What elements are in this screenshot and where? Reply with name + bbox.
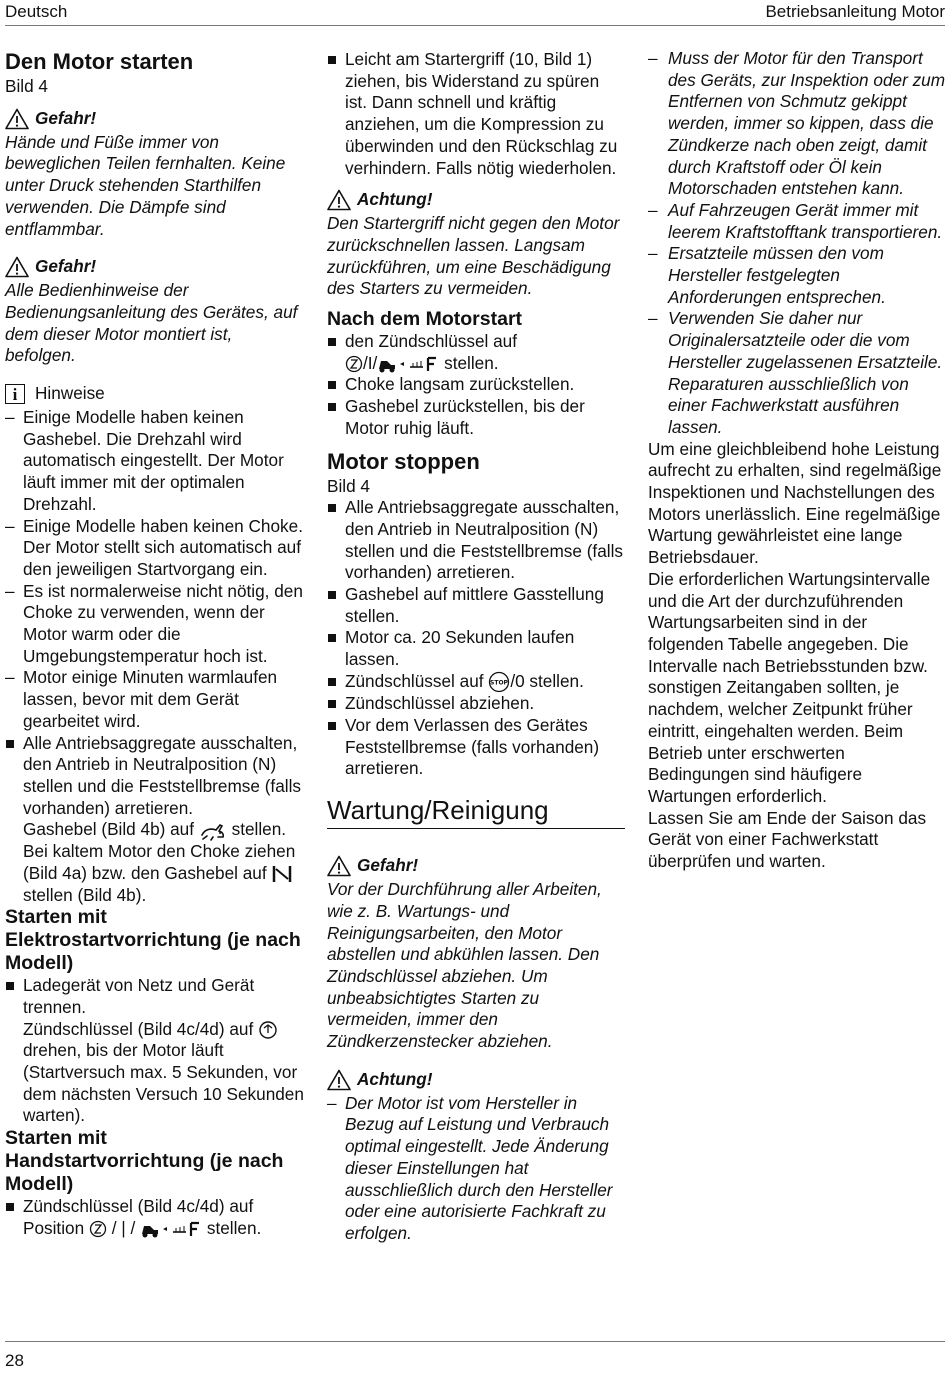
choke-instruction: Bei kaltem Motor den Choke ziehen (Bild 4a) bzw. den Gashebel auf stellen (Bild 4b). [23,841,296,905]
list-item: Motor ca. 20 Sekunden laufen lassen. [327,627,625,670]
caution-heading [327,187,625,213]
throttle-instruction: Gashebel (Bild 4b) auf stellen. [23,819,287,840]
manual-start-list [5,1196,305,1239]
danger-text: Hände und Füße immer von beweglichen Teilen fernhalten. Keine unter Druck stehenden Starthilfen verwenden. Die Dämpfe sind entflammbar. [5,131,286,239]
list-item: Zündschlüssel abziehen. [327,693,625,715]
list-item: Vor dem Verlassen des Gerätes Feststellbremse (falls vorhanden) arretieren. [327,715,625,780]
danger-label: Gefahr! [357,855,419,876]
list-item: – Einige Modelle haben keinen Gashebel. Die Drehzahl wird automatisch eingestellt. Der Motor läuft immer mit der optimalen Drehzahl. [5,407,305,516]
list-item: Alle Antriebsaggregate ausschalten, den Antrieb in Neutralposition (N) stellen und die Feststellbremse (falls vorhanden) arretieren. [5,733,305,820]
list-item: – Auf Fahrzeugen Gerät immer mit leerem Kraftstofftank transportieren. [648,200,946,243]
notes-list [5,407,305,733]
key-off-icon [89,1219,107,1239]
paragraph: Lassen Sie am Ende der Saison das Gerät von einer Fachwerkstatt überprüfen und warten. [648,807,927,872]
page-header [5,0,945,24]
list-item: Gashebel zurückstellen, bis der Motor ruhig läuft. [327,396,625,439]
header-language: Deutsch [5,2,68,21]
section-title-start-motor: Den Motor starten [5,49,194,74]
start-steps-list [5,733,305,820]
list-item: den Zündschlüssel auf /I/ stellen. [327,331,625,374]
paragraph: Die erforderlichen Wartungsintervalle und die Art der durchzuführenden Wartungsarbeiten sind in der folgenden Tabelle angegeben. Die Intervalle nach Betriebsstunden bzw. sonstigen Zeitangaben sollten, je nachdem, welcher Zeitpunkt früher eintritt, eingehalten werden. Beim Betrieb unter erschwerten Bedingungen sind häufigere Wartungen erforderlich. [648,568,931,806]
list-item: – Der Motor ist vom Hersteller in Bezug auf Leistung und Verbrauch optimal eingestellt. Jede Änderung dieser Einstellungen hat ausschließlich durch den Hersteller oder eine autorisierte Fachkraft zu erfolgen. [327,1093,625,1245]
warning-triangle-icon [327,855,351,877]
list-item: Zündschlüssel auf STOP /0 stellen. [327,671,625,693]
list-item: – Muss der Motor für den Transport des Geräts, zur Inspektion oder zum Entfernen von Schmutz gekippt werden, immer so kippen, dass die Zündkerze nach oben zeigt, damit durch Kraftstoff oder Öl kein Motorschaden entstehen kann. [648,48,946,200]
list-item: Leicht am Startergriff (10, Bild 1) ziehen, bis Widerstand zu spüren ist. Dann schnell und kräftig anziehen, um die Kompression zu überwinden und den Rückschlag zu verhindern. Falls nötig wiederholen. [327,49,625,179]
paragraph: Um eine gleichbleibend hohe Leistung aufrecht zu erhalten, sind regelmäßige Inspektionen und Nachstellungen des Motors unerlässlich. Eine regelmäßige Wartung gewährleistet eine lange Betriebsdauer. [648,438,942,568]
hare-fast-icon [199,821,227,841]
column-3 [648,48,946,873]
list-item: – Verwenden Sie daher nur Originalersatzteile oder die vom Hersteller zugelassenen Ersatzteile. Reparaturen ausschließlich von einer Fachwerkstatt ausführen lassen. [648,308,946,438]
figure-reference: Bild 4 [5,76,48,96]
caution-text: Den Startergriff nicht gegen den Motor zurückschnellen lassen. Langsam zurückführen, um eine Beschädigung des Starters zu vermeiden. [327,213,620,299]
danger-heading [5,254,305,280]
mower-light-icon [377,355,439,373]
section-title-manual-start: Starten mit Handstartvorrichtung (je nach Modell) [5,1127,284,1196]
danger-label: Gefahr! [35,107,97,128]
svg-text:STOP: STOP [490,679,509,687]
section-title-stop-motor: Motor stoppen [327,448,480,474]
mower-light-icon [140,1220,202,1238]
maintenance-caution-list [648,48,946,439]
start-key-icon [258,1020,278,1040]
header-rule [5,25,945,26]
danger-heading [5,106,305,132]
after-start-list [327,331,625,440]
warning-triangle-icon [327,189,351,211]
danger-heading [327,853,625,879]
section-title-electric-start: Starten mit Elektrostartvorrichtung (je nach Modell) [5,906,301,975]
caution-label: Achtung! [357,189,433,210]
notes-heading [5,381,305,407]
list-item: Gashebel auf mittlere Gasstellung stellen. [327,584,625,627]
info-icon: i [5,384,25,404]
list-item: Ladegerät von Netz und Gerät trennen. [5,975,305,1018]
danger-text: Vor der Durchführung aller Arbeiten, wie z. B. Wartungs- und Reinigungsarbeiten, den Motor abstellen und abkühlen lassen. Den Zündschlüssel abziehen. Um unbeabsichtigtes Starten zu vermeiden, immer den Zündkerzenstecker abziehen. [327,879,602,1052]
list-item: – Motor einige Minuten warmlaufen lassen, bevor mit dem Gerät gearbeitet wird. [5,667,305,732]
section-title-after-start: Nach dem Motorstart [327,308,523,331]
page-number: 28 [5,1351,24,1370]
choke-symbol-icon [271,864,293,884]
list-item: Choke langsam zurückstellen. [327,374,625,396]
starter-pull-list [327,49,625,179]
column-1 [5,48,305,1240]
electric-start-list [5,975,305,1018]
list-item: – Einige Modelle haben keinen Choke. Der Motor stellt sich automatisch auf den jeweiligen Startvorgang ein. [5,516,305,581]
figure-reference: Bild 4 [327,475,370,496]
list-item: – Ersatzteile müssen den vom Hersteller festgelegten Anforderungen entsprechen. [648,243,946,308]
list-item: Alle Antriebsaggregate ausschalten, den Antrieb in Neutralposition (N) stellen und die Feststellbremse (falls vorhanden) arretieren. [327,497,625,584]
danger-text: Alle Bedienhinweise der Bedienungsanleitung des Gerätes, auf dem dieser Motor montiert ist, befolgen. [5,280,298,366]
warning-triangle-icon [5,108,29,130]
stop-key-icon [488,671,510,693]
electric-start-key-instruction: Zündschlüssel (Bild 4c/4d) auf drehen, bis der Motor läuft (Startversuch max. 5 Sekunden, vor dem nächsten Versuch 10 Sekunden warten). [23,1018,304,1126]
warning-triangle-icon [5,256,29,278]
caution-heading [327,1067,625,1093]
caution-list [327,1093,625,1245]
section-title-maintenance: Wartung/Reinigung [327,794,625,829]
warning-triangle-icon [327,1069,351,1091]
stop-steps-list [327,497,625,780]
column-2 [327,49,625,1245]
notes-label: Hinweise [35,383,105,404]
caution-label: Achtung! [357,1068,433,1089]
header-manual-title: Betriebsanleitung Motor [765,2,945,21]
danger-label: Gefahr! [35,256,97,277]
list-item: – Es ist normalerweise nicht nötig, den Choke zu verwenden, wenn der Motor warm oder die Umgebungstemperatur hoch ist. [5,581,305,668]
list-item: Zündschlüssel (Bild 4c/4d) auf Position / | / stellen. [5,1196,305,1239]
footer-rule [5,1341,945,1342]
key-off-icon [345,354,363,374]
